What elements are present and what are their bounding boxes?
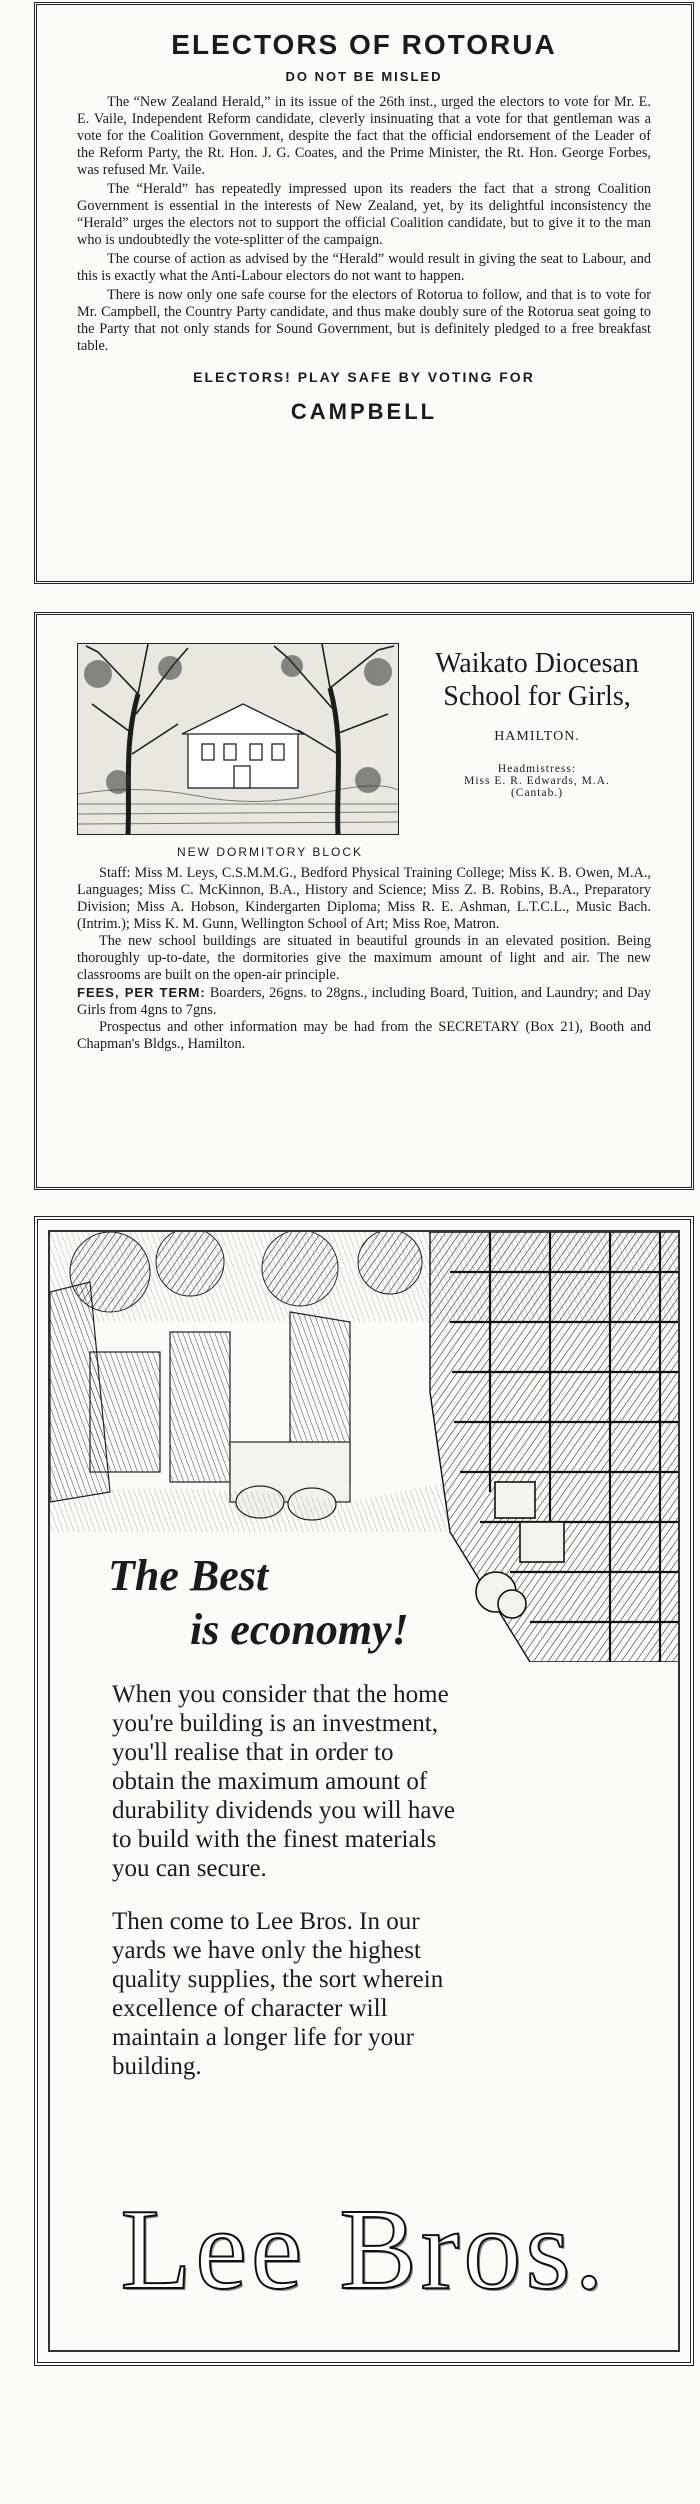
- headmistress-name: Miss E. R. Edwards, M.A.: [464, 775, 610, 787]
- illustration-caption: NEW DORMITORY BLOCK: [177, 845, 364, 859]
- prospectus-info: Prospectus and other information may be had from the SECRETARY (Box 21), Booth and Chapman's Bldgs., Hamilton.: [77, 1019, 651, 1052]
- slogan-line-2: is economy!: [190, 1605, 409, 1654]
- fees-text: Boarders, 26gns. to 28gns., including Board, Tuition, and Laundry; and Day Girls from 4gns to 7gns.: [77, 985, 651, 1018]
- electors-call-to-action: ELECTORS! PLAY SAFE BY VOTING FOR: [193, 369, 535, 385]
- body-paragraph: When you consider that the home you're building is an investment, you'll realise that in order to obtain the maximum amount of durability dividends you will have to build with the finest materials you can secure.: [112, 1681, 456, 1882]
- buildings-description: The new school buildings are situated in beautiful grounds in an elevated position. Being thoroughly up-to-date, the dormitories give the maximum amount of light and air. The new classrooms are built on the open-air principle.: [77, 933, 651, 983]
- electors-headline: ELECTORS OF ROTORUA: [171, 29, 557, 60]
- lee-bros-body-copy: [112, 1680, 462, 2105]
- slogan-line-1: The Best: [108, 1551, 269, 1600]
- electors-paragraph: There is now only one safe course for the electors of Rotorua to follow, and that is to vote for Mr. Campbell, the Country Party candidate, and thus make doubly sure of the Rotorua seat going to the Party that not only stands for Sound Government, but is definitely pledged to a free breakfast table.: [77, 287, 651, 354]
- electors-paragraph: The course of action as advised by the “Herald” would result in giving the seat to Labour, and this is exactly what the Anti-Labour electors do not want to happen.: [77, 251, 651, 284]
- electors-advertisement: [34, 2, 694, 584]
- lee-bros-logo: Lee Bros.: [120, 2186, 608, 2314]
- lee-bros-advertisement: [34, 1216, 694, 2366]
- electors-subhead: DO NOT BE MISLED: [285, 69, 443, 84]
- dormitory-illustration: [77, 643, 399, 835]
- electors-paragraph: The “New Zealand Herald,” in its issue of the 26th inst., urged the electors to vote for Mr. E. E. Vaile, Independent Reform candidate, cleverly insinuating that a vote for that gentleman was a vote for the Coalition Government, despite the fact that the official endorsement of the Leader of the Reform Party, the Rt. Hon. J. G. Coates, and the Prime Minister, the Rt. Hon. George Forbes, was refused Mr. Vaile.: [77, 94, 651, 178]
- fees-label: FEES, PER TERM:: [77, 985, 206, 1000]
- electors-paragraph: The “Herald” has repeatedly impressed upon its readers the fact that a strong Coalition Government is essential in the interests of New Zealand, yet, by its delightful inconsistency the “Herald” urges the electors not to support the official Coalition candidate, but to give it to the man who is undoubtedly the vote-splitter of the campaign.: [77, 181, 651, 248]
- staff-list: Staff: Miss M. Leys, C.S.M.M.G., Bedford Physical Training College; Miss K. B. Owen, M.A., Languages; Miss C. McKinnon, B.A., History and Science; Miss Z. B. Robins, B.A., Preparatory Division; Miss A. Hobson, Kindergarten Diploma; Miss R. E. Ashman, L.T.C.L., Music Bach. (Intrim.); Miss K. M. Gunn, Wellington School of Art; Miss Roe, Matron.: [77, 865, 651, 932]
- candidate-name: CAMPBELL: [290, 399, 438, 424]
- school-city: HAMILTON.: [494, 729, 580, 744]
- school-name: Waikato Diocesan School for Girls,: [435, 648, 639, 712]
- school-advertisement: [34, 612, 694, 1190]
- headmistress-qualifications: (Cantab.): [510, 787, 564, 799]
- headmistress-label: Headmistress:: [497, 763, 577, 775]
- body-paragraph: Then come to Lee Bros. In our yards we have only the highest quality supplies, the sort wherein excellence of character will maintain a longer life for your building.: [112, 1908, 444, 2080]
